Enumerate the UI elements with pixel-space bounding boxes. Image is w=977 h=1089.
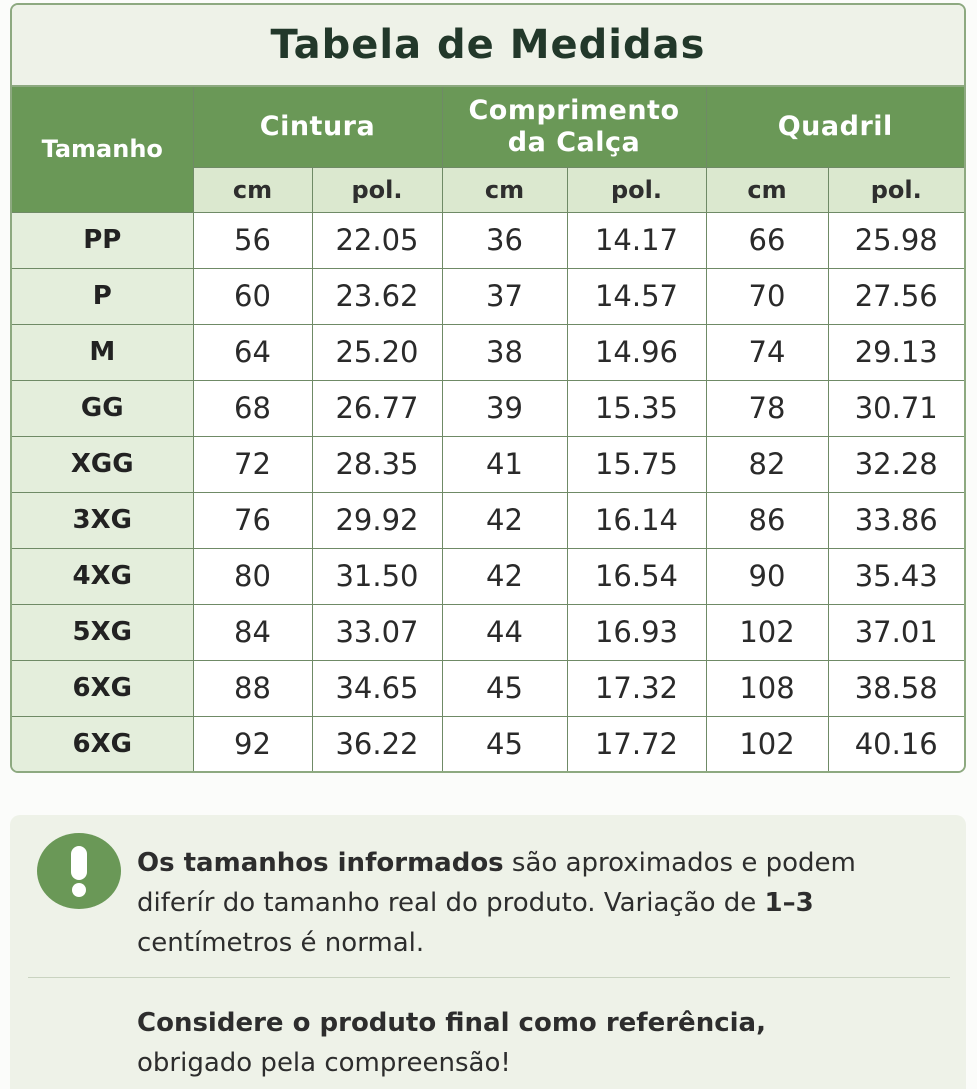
measurement-cell: 16.93 <box>567 604 706 660</box>
measurement-cell: 80 <box>193 548 312 604</box>
measurement-cell: 88 <box>193 660 312 716</box>
exclamation-icon <box>37 833 121 909</box>
measurement-cell: 72 <box>193 436 312 492</box>
table-row <box>12 380 964 436</box>
measurement-cell: 34.65 <box>312 660 442 716</box>
divider <box>28 977 950 978</box>
measurement-cell: 84 <box>193 604 312 660</box>
size-chart-card <box>10 3 966 773</box>
table-row <box>12 268 964 324</box>
measurement-cell: 32.28 <box>828 436 964 492</box>
measurement-cell: 22.05 <box>312 212 442 268</box>
measurement-cell: 66 <box>706 212 828 268</box>
group-header-waist <box>193 87 442 167</box>
measurement-cell: 108 <box>706 660 828 716</box>
closing-bold: Considere o produto final como referência, <box>137 1008 766 1038</box>
measurement-cell: 45 <box>442 660 567 716</box>
table-body <box>12 212 964 772</box>
measurement-cell: 36 <box>442 212 567 268</box>
measurement-cell: 33.07 <box>312 604 442 660</box>
measurement-cell: 17.32 <box>567 660 706 716</box>
measurement-cell: 28.35 <box>312 436 442 492</box>
measurement-cell: 29.92 <box>312 492 442 548</box>
measurement-cell: 44 <box>442 604 567 660</box>
unit-header: cm <box>442 167 567 212</box>
group-header-label: Cintura <box>259 110 376 142</box>
group-header-row <box>12 87 964 167</box>
measurement-cell: 15.35 <box>567 380 706 436</box>
size-table <box>12 87 964 772</box>
measurement-cell: 30.71 <box>828 380 964 436</box>
group-header-label: Quadril <box>777 110 893 142</box>
measurement-cell: 38.58 <box>828 660 964 716</box>
page-title: Tabela de Medidas <box>270 22 706 68</box>
group-header-hip <box>706 87 964 167</box>
measurement-cell: 68 <box>193 380 312 436</box>
measurement-cell: 42 <box>442 492 567 548</box>
size-label-cell: 6XG <box>12 716 193 772</box>
measurement-cell: 31.50 <box>312 548 442 604</box>
measurement-cell: 92 <box>193 716 312 772</box>
table-row <box>12 548 964 604</box>
notice-text-part: são aproximados e podem diferír do tamanho real do produto. Variação de <box>137 848 856 918</box>
size-label-cell: PP <box>12 212 193 268</box>
table-row <box>12 436 964 492</box>
measurement-cell: 60 <box>193 268 312 324</box>
table-row <box>12 716 964 772</box>
measurement-cell: 26.77 <box>312 380 442 436</box>
group-header-length <box>442 87 706 167</box>
size-label-cell: 4XG <box>12 548 193 604</box>
notice-bold-range: 1–3 <box>764 888 814 918</box>
measurement-cell: 74 <box>706 324 828 380</box>
size-label-cell: M <box>12 324 193 380</box>
measurement-cell: 37.01 <box>828 604 964 660</box>
size-label-cell: P <box>12 268 193 324</box>
table-row <box>12 660 964 716</box>
measurement-cell: 25.98 <box>828 212 964 268</box>
title-bar <box>12 5 964 87</box>
unit-header: pol. <box>567 167 706 212</box>
measurement-cell: 14.96 <box>567 324 706 380</box>
measurement-cell: 16.54 <box>567 548 706 604</box>
size-label-cell: 6XG <box>12 660 193 716</box>
measurement-cell: 102 <box>706 604 828 660</box>
unit-header: cm <box>193 167 312 212</box>
measurement-cell: 33.86 <box>828 492 964 548</box>
unit-header: pol. <box>312 167 442 212</box>
measurement-cell: 86 <box>706 492 828 548</box>
closing-message <box>137 1003 917 1083</box>
measurement-cell: 102 <box>706 716 828 772</box>
measurement-cell: 29.13 <box>828 324 964 380</box>
measurement-cell: 17.72 <box>567 716 706 772</box>
table-row <box>12 212 964 268</box>
unit-header: pol. <box>828 167 964 212</box>
size-column-header: Tamanho <box>12 87 193 212</box>
measurement-cell: 14.57 <box>567 268 706 324</box>
measurement-cell: 56 <box>193 212 312 268</box>
measurement-cell: 78 <box>706 380 828 436</box>
measurement-cell: 37 <box>442 268 567 324</box>
table-row <box>12 324 964 380</box>
measurement-cell: 64 <box>193 324 312 380</box>
measurement-cell: 25.20 <box>312 324 442 380</box>
table-row <box>12 492 964 548</box>
group-header-label: Comprimento <box>468 94 680 126</box>
measurement-cell: 14.17 <box>567 212 706 268</box>
measurement-cell: 39 <box>442 380 567 436</box>
measurement-cell: 15.75 <box>567 436 706 492</box>
measurement-cell: 38 <box>442 324 567 380</box>
measurement-cell: 36.22 <box>312 716 442 772</box>
measurement-cell: 27.56 <box>828 268 964 324</box>
measurement-cell: 70 <box>706 268 828 324</box>
measurement-cell: 40.16 <box>828 716 964 772</box>
notice-panel <box>10 815 966 1089</box>
unit-header: cm <box>706 167 828 212</box>
notice-text <box>137 843 897 963</box>
size-label-cell: XGG <box>12 436 193 492</box>
measurement-cell: 35.43 <box>828 548 964 604</box>
size-label-cell: 3XG <box>12 492 193 548</box>
measurement-cell: 82 <box>706 436 828 492</box>
measurement-cell: 90 <box>706 548 828 604</box>
measurement-cell: 41 <box>442 436 567 492</box>
size-label-cell: 5XG <box>12 604 193 660</box>
measurement-cell: 23.62 <box>312 268 442 324</box>
measurement-cell: 42 <box>442 548 567 604</box>
closing-text: obrigado pela compreensão! <box>137 1048 511 1078</box>
size-label-cell: GG <box>12 380 193 436</box>
notice-bold-lead: Os tamanhos informados <box>137 848 504 878</box>
measurement-cell: 16.14 <box>567 492 706 548</box>
measurement-cell: 76 <box>193 492 312 548</box>
measurement-cell: 45 <box>442 716 567 772</box>
group-header-label-line2: da Calça <box>507 126 641 158</box>
notice-text-part: centímetros é normal. <box>137 928 425 958</box>
table-row <box>12 604 964 660</box>
